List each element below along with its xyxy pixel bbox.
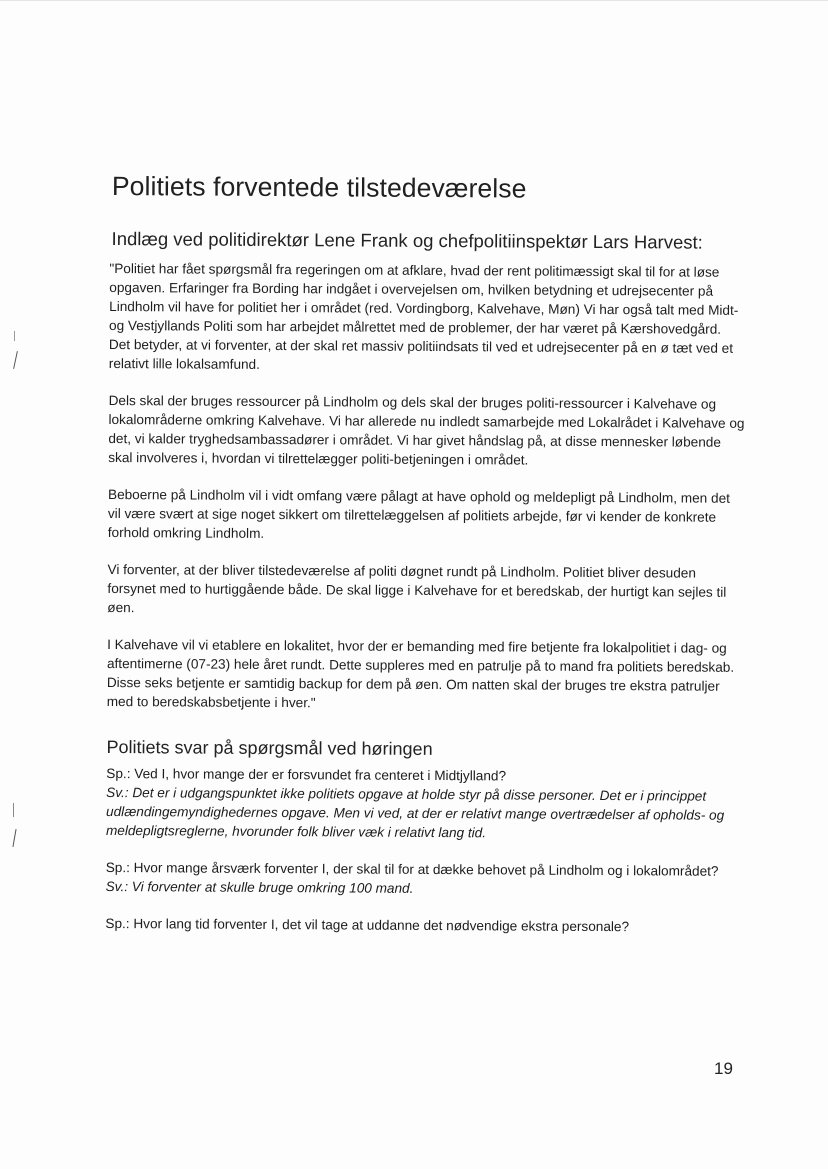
margin-mark	[14, 331, 15, 341]
margin-mark	[13, 803, 14, 817]
answer: Sv.: Vi forventer at skulle bruge omkring 100 mand.	[105, 878, 414, 896]
paragraph-1: "Politiet har fået spørgsmål fra regeringen om at afklare, hvad der rent politimæssigt skal til for at løse opgaven. Erfaringer fra Bording har indgået i overvejelsen om, hvilken betydning et udrejsecenter på Lindholm vil have for politiet her i området (red. Vordingborg, Kalvehave, Møn) Vi har også talt med Midt- og Vestjyllands Politi som har arbejdet målrettet med de problemer, der har været på Kærshovedgård. Det betyder, at vi forventer, at der skal ret massiv politiindsats til ved et udrejsecenter på en ø tæt ved et relativt lille lokalsamfund.	[108, 260, 739, 372]
question: Sp.: Hvor lang tid forventer I, det vil tage at uddanne det nødvendige ekstra personale?	[105, 915, 630, 935]
page-title: Politiets forventede tilstedeværelse	[111, 171, 527, 204]
qa-item	[105, 914, 741, 937]
question: Sp.: Hvor mange årsværk forventer I, der skal til for at dække behovet på Lindholm og i lokalområdet?	[105, 859, 719, 879]
paragraph-4: Vi forventer, at der bliver tilstedeværelse af politi døgnet rundt på Lindholm. Politiet bliver desuden forsynet med to hurtiggående både. De skal ligge i Kalvehave for et beredskab, der hurtigt kan sejles til øen.	[107, 561, 727, 616]
document-body	[105, 171, 746, 955]
paragraph-3: Beboerne på Lindholm vil i vidt omfang være pålagt at have ophold og meldepligt på Lindholm, men det vil være svært at sige noget sikkert om tilrettelæggelsen af politiets arbejde, før vi kender de konkrete forhold omkring Lindholm.	[107, 486, 730, 541]
paragraph-5: I Kalvehave vil vi etablere en lokalitet, hvor der er bemanding med fire betjente fra lokalpolitiet i dag- og aftentimerne (07-23) hele året rundt. Dette suppleres med en patrulje på to mand fra politiets beredskab. Disse seks betjente er samtidig backup for dem på øen. Om natten skal der bruges tre ekstra patruljer med to beredskabsbetjente i hver."	[106, 636, 735, 711]
paragraph-2: Dels skal der bruges ressourcer på Lindholm og dels skal der bruges politi-ressourcer i Kalvehave og lokalområderne omkring Kalvehave. Vi har allerede nu indledt samarbejde med Lokalrådet i Kalvehave og det, vi kalder tryghedsambassadører i området. Vi har givet håndslag på, at disse mennesker løbende skal involveres i, hvordan vi tilrettelægger politi-betjeningen i området.	[108, 392, 745, 468]
section-heading: Politiets svar på spørgsmål ved høringen	[106, 736, 433, 759]
page-number: 19	[714, 1059, 733, 1078]
answer: Sv.: Det er i udgangspunktet ikke politiets opgave at holde styr på disse personer. Det er i princippet udlændingemyndighedernes opgave. Men vi ved, at der er relativt mange overtrædelser af opholds- og meldepligtsreglerne, hvorunder folk bliver væk i relativt lang tid.	[105, 784, 725, 841]
speech-heading: Indlæg ved politidirektør Lene Frank og chefpolitiinspektør Lars Harvest:	[111, 228, 703, 253]
question: Sp.: Ved I, hvor mange der er forsvundet fra centeret i Midtjylland?	[106, 765, 507, 784]
qa-item	[106, 764, 742, 844]
margin-mark	[13, 351, 18, 369]
qa-item	[106, 858, 742, 900]
margin-mark	[12, 829, 16, 847]
